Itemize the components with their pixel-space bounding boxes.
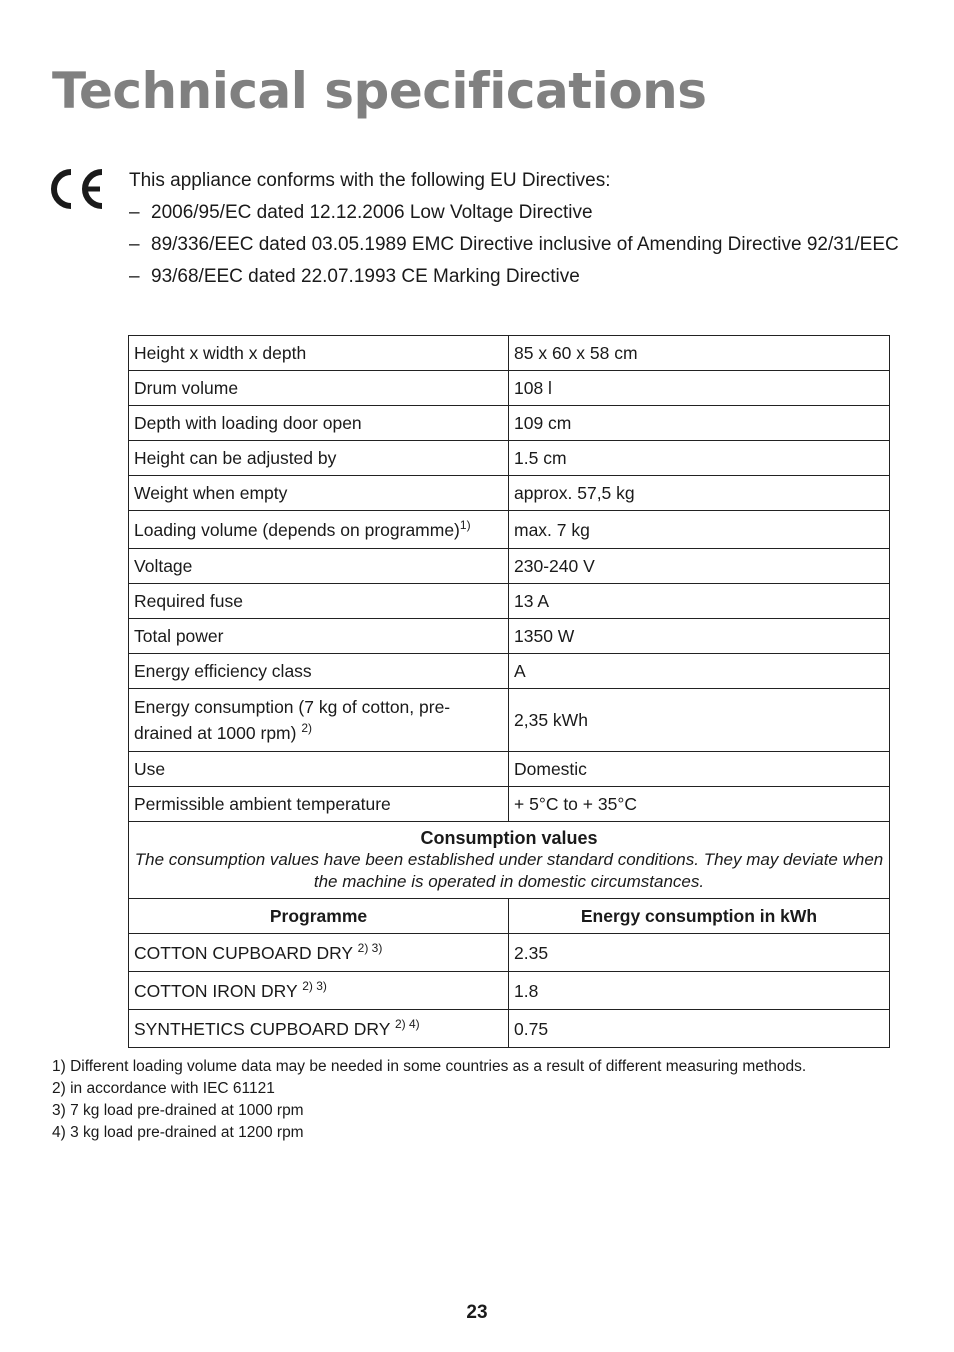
spec-value: 2,35 kWh — [509, 689, 890, 752]
programme-cell: SYNTHETICS CUPBOARD DRY $^{2) 4)}$ — [129, 1010, 509, 1048]
table-row — [129, 371, 890, 406]
spec-label: Energy efficiency class — [129, 654, 509, 689]
footnote: 1) Different loading volume data may be needed in some countries as a result of different measuring methods. — [52, 1058, 807, 1075]
directive-item — [129, 263, 899, 291]
spec-label: Required fuse — [129, 584, 509, 619]
spec-value: + 5°C to + 35°C — [509, 787, 890, 822]
table-row — [129, 476, 890, 511]
table-row — [129, 549, 890, 584]
consumption-title: Consumption values — [420, 828, 598, 848]
footnotes — [52, 1056, 912, 1144]
table-header-row — [129, 899, 890, 934]
table-row — [129, 406, 890, 441]
spec-label: Weight when empty — [129, 476, 509, 511]
directive-text: 89/336/EEC dated 03.05.1989 EMC Directive inclusive of Amending Directive 92/31/EEC — [151, 234, 899, 255]
spec-label: Use — [129, 752, 509, 787]
spec-value: max. 7 kg — [509, 511, 890, 549]
consumption-header — [129, 822, 890, 899]
table-row — [129, 619, 890, 654]
table-row — [129, 336, 890, 371]
directives-section — [129, 167, 899, 295]
spec-label: Height can be adjusted by — [129, 441, 509, 476]
table-row — [129, 752, 890, 787]
directive-item — [129, 231, 899, 259]
directive-text: 93/68/EEC dated 22.07.1993 CE Marking Directive — [151, 266, 580, 287]
spec-value: A — [509, 654, 890, 689]
energy-cell: 0.75 — [509, 1010, 890, 1048]
dash-bullet: – — [129, 266, 140, 287]
dash-bullet: – — [129, 234, 140, 255]
page-number: 23 — [466, 1302, 488, 1323]
consumption-description: The consumption values have been established under standard conditions. They may deviate when the machine is operated in domestic circumstances. — [134, 850, 884, 891]
spec-value: 1.5 cm — [509, 441, 890, 476]
directive-text: 2006/95/EC dated 12.12.2006 Low Voltage Directive — [151, 202, 593, 223]
spec-value: approx. 57,5 kg — [509, 476, 890, 511]
table-row — [129, 934, 890, 972]
spec-value: 109 cm — [509, 406, 890, 441]
programme-cell: COTTON CUPBOARD DRY $^{2) 3)}$ — [129, 934, 509, 972]
energy-cell: 1.8 — [509, 972, 890, 1010]
consumption-header-row — [129, 822, 890, 899]
energy-cell: 2.35 — [509, 934, 890, 972]
ce-mark-icon — [50, 168, 106, 210]
table-row — [129, 654, 890, 689]
spec-value: Domestic — [509, 752, 890, 787]
table-row — [129, 584, 890, 619]
table-row — [129, 689, 890, 752]
spec-label: Depth with loading door open — [129, 406, 509, 441]
page-title: Technical specifications — [52, 62, 707, 120]
table-row — [129, 972, 890, 1010]
spec-label: Permissible ambient temperature — [129, 787, 509, 822]
column-header-programme: Programme — [129, 899, 509, 934]
directives-heading: This appliance conforms with the following EU Directives: — [129, 170, 611, 191]
column-header-energy: Energy consumption in kWh — [509, 899, 890, 934]
spec-label: Loading volume (depends on programme)$^{1)}$ — [129, 511, 509, 549]
table-row — [129, 1010, 890, 1048]
footnote: 3) 7 kg load pre-drained at 1000 rpm — [52, 1102, 304, 1119]
spec-value: 1350 W — [509, 619, 890, 654]
spec-value: 108 l — [509, 371, 890, 406]
dash-bullet: – — [129, 202, 140, 223]
spec-label: Height x width x depth — [129, 336, 509, 371]
table-row — [129, 441, 890, 476]
programme-cell: COTTON IRON DRY $^{2) 3)}$ — [129, 972, 509, 1010]
directive-item — [129, 199, 899, 227]
table-row — [129, 787, 890, 822]
footnote: 2) in accordance with IEC 61121 — [52, 1080, 275, 1097]
spec-label: Total power — [129, 619, 509, 654]
spec-value: 85 x 60 x 58 cm — [509, 336, 890, 371]
spec-value: 13 A — [509, 584, 890, 619]
spec-label: Energy consumption (7 kg of cotton, pre-drained at 1000 rpm) $^{2)}$ — [129, 689, 509, 752]
footnote: 4) 3 kg load pre-drained at 1200 rpm — [52, 1124, 304, 1141]
table-row — [129, 511, 890, 549]
spec-label: Voltage — [129, 549, 509, 584]
spec-label: Drum volume — [129, 371, 509, 406]
spec-value: 230-240 V — [509, 549, 890, 584]
specifications-table — [128, 335, 890, 1048]
directives-list — [129, 199, 899, 291]
